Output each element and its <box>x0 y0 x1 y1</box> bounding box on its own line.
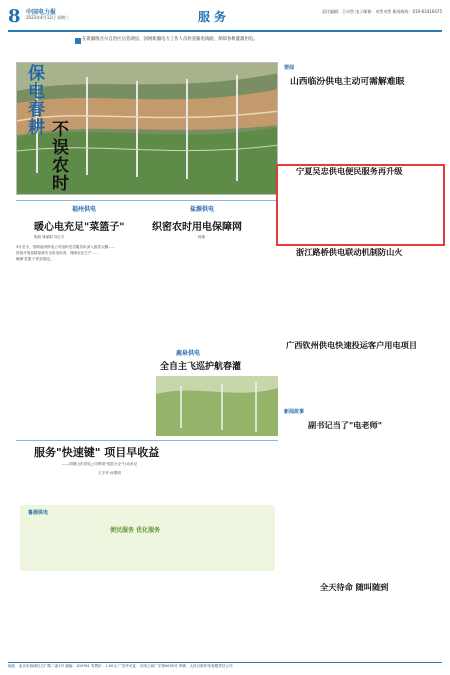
left-body-line-3: 确保'菜篮子'供应稳定。 <box>16 257 54 261</box>
story4-headline: 广西钦州供电快速投运客户用电项目 <box>286 340 418 350</box>
right-tag: 要闻 <box>284 65 295 71</box>
left-body-line-2: 持续开展春耕备耕安全用电检查，保障农业生产…… <box>16 251 99 255</box>
editor-info: 责任编辑：王卓然 电子邮箱：卓然卓然 新闻热线：010-63416475 <box>322 9 442 14</box>
mid-byline: 杨燕 <box>198 235 206 239</box>
photo-caption: 在新疆维吾尔自治区岳普湖县，国网新疆电力工作人员检查输电线路，保障春耕灌溉用电。 <box>82 37 258 42</box>
caption-icon <box>75 38 81 44</box>
section-title: 服务 <box>198 10 231 24</box>
right-tag2: 新闻故事 <box>284 409 305 415</box>
promo-byline: 王宇华 孙增明 <box>98 471 121 475</box>
left-headline: 暖心电充足"菜篮子" <box>34 222 125 233</box>
paper-name: 中国电力报 <box>26 9 57 16</box>
lower-kicker: 鹿泉供电 <box>176 350 201 357</box>
page-number: 8 <box>8 6 21 27</box>
mid-kicker: 盐源供电 <box>190 206 215 213</box>
promo-divider <box>16 440 278 441</box>
issue-date: 2023年4月12日 星期三 <box>26 15 70 20</box>
hero-title-line2: 不误农时 <box>48 120 68 192</box>
divider <box>16 200 278 201</box>
mid-headline: 织密农时用电保障网 <box>152 222 242 233</box>
left-body <box>16 244 142 434</box>
drone-field-icon <box>156 376 278 436</box>
story3-headline: 浙江路桥供电联动机制防山火 <box>296 247 403 257</box>
masthead <box>8 6 442 32</box>
lower-headline: 全自主飞巡护航春灌 <box>160 362 242 372</box>
promo-brand: 鲁源供电 <box>28 510 49 516</box>
promo-banner-text: 便民服务 优化服务 <box>110 527 161 534</box>
promo-headline: 服务"快速键" 项目早收益 <box>34 446 160 459</box>
footer: 地址：北京市西城区白广路二条1号 邮编：100761 零售价：1.00元 广告许可证：京西工商广字第0035号 印刷：人民日报印务有限责任公司 <box>8 662 442 670</box>
story1-headline: 山西临汾供电主动可需解难眼 <box>290 77 405 87</box>
hero-title-line1: 保电春耕 <box>24 64 44 136</box>
story2-headline: 宁夏吴忠供电便民服务再升级 <box>296 166 403 176</box>
promo-banner <box>20 505 275 571</box>
left-kicker: 福州供电 <box>72 206 97 213</box>
story6-headline: 全天待命 随叫随到 <box>320 582 389 592</box>
left-byline: 陈晨 林丽娟 苏红平 <box>34 235 65 239</box>
lower-photo <box>156 376 278 436</box>
left-body-line-1: 3月至今，国网福州供电公司组织党员服务队深入蔬菜大棚…… <box>16 245 116 249</box>
story5-headline: 副书记当了"电老师" <box>308 420 383 430</box>
highlighted-story[interactable] <box>276 164 445 246</box>
promo-subheadline: ——国网山东供电公司利用"电影万企"行动举记 <box>62 462 138 466</box>
